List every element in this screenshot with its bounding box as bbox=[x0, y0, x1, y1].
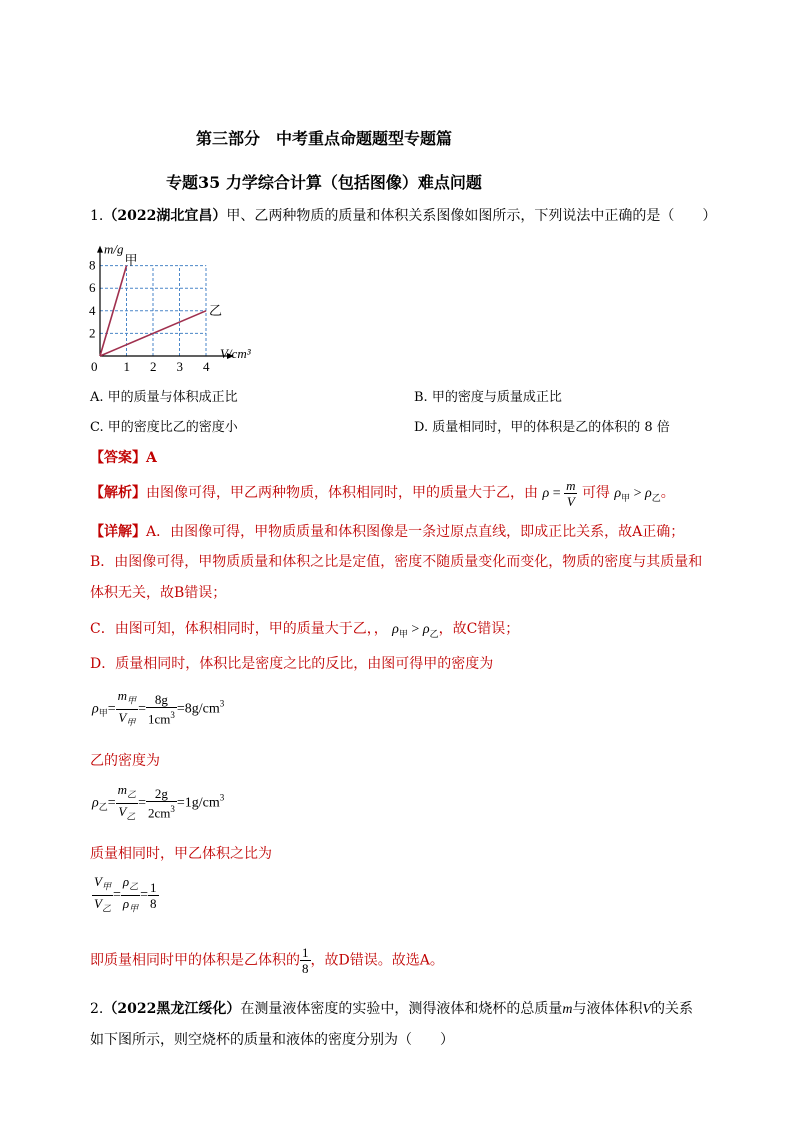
q1-detail-b2: 体积无关，故B错误； bbox=[90, 585, 227, 601]
series-label: 甲 bbox=[124, 252, 138, 268]
x-tick-label: 0 bbox=[91, 359, 98, 374]
density-formula: ρ = $\frac{m}{V}$ bbox=[542, 478, 576, 510]
q2-stem-line2: 如下图所示，则空烧杯的质量和液体的密度分别为（ ） bbox=[90, 1032, 454, 1048]
q1-detail-d: D．质量相同时，体积比是密度之比的反比，由图可得甲的密度为 bbox=[90, 656, 494, 672]
q1-detail-a: 【详解】A．由图像可得，甲物质质量和体积图像是一条过原点直线，即成正比关系，故A正确； bbox=[90, 524, 685, 540]
formula-rho-yi: $\rho_乙=$ $\frac{m_乙}{V_乙}$ = $\frac{2g}{2cm^3}$ $=1g/cm^3$ bbox=[92, 782, 225, 822]
detail-label: 【详解】 bbox=[90, 524, 146, 540]
q1-option-a: A. 甲的质量与体积成正比 bbox=[90, 390, 238, 405]
q1-option-d: D. 质量相同时，甲的体积是乙的体积的 8 倍 bbox=[414, 420, 670, 435]
q2-source: （2022黑龙江绥化） bbox=[103, 1001, 241, 1017]
part-title: 第三部分 中考重点命题题型专题篇 bbox=[196, 129, 453, 148]
q1-detail-b1: B．由图像可得，甲物质质量和体积之比是定值，密度不随质量变化而变化，物质的密度与其质量和 bbox=[90, 554, 703, 570]
y-tick-label: 8 bbox=[89, 257, 96, 273]
x-tick-label: 2 bbox=[150, 359, 157, 374]
yi-density-label: 乙的密度为 bbox=[90, 753, 160, 769]
q1-detail-c: C．由图可知，体积相同时，甲的质量大于乙，， $\rho_甲 > \rho_乙$，故C错误； bbox=[90, 621, 520, 639]
y-axis-label: m/g bbox=[104, 241, 124, 257]
x-axis-label: V/cm³ bbox=[220, 346, 251, 361]
topic-title: 专题35 力学综合计算（包括图像）难点问题 bbox=[166, 173, 482, 192]
series-label: 乙 bbox=[209, 302, 223, 318]
q2-number: 2. bbox=[90, 1001, 104, 1017]
y-tick-label: 6 bbox=[89, 280, 96, 296]
q1-source: （2022湖北宜昌） bbox=[103, 208, 227, 224]
x-tick-label: 3 bbox=[176, 359, 183, 374]
analysis-label: 【解析】 bbox=[90, 485, 146, 501]
q1-conclusion: 即质量相同时甲的体积是乙体积的 $\frac{1}{8}$ ，故D错误。故选A。 bbox=[90, 945, 444, 976]
formula-rho-jia: $\rho_甲=$ $\frac{m_甲}{V_甲}$ = $\frac{8g}{1cm^3}$ $=8g/cm^3$ bbox=[92, 688, 225, 728]
q1-analysis: 【解析】由图像可得，甲乙两种物质，体积相同时，甲的质量大于乙，由 ρ = $\frac{m}{V}$ 可得 $\rho_甲 > \rho_乙$。 bbox=[90, 478, 675, 510]
q1-option-b: B. 甲的密度与质量成正比 bbox=[414, 390, 562, 405]
x-tick-label: 4 bbox=[203, 359, 210, 374]
density-compare: $\rho_甲 > \rho_乙$ bbox=[614, 486, 661, 503]
chart-plot bbox=[89, 242, 252, 374]
formula-volume-ratio: $\frac{V_甲}{V_乙}$ = $\frac{\rho_乙}{\rho_甲}$ = $\frac{1}{8}$ bbox=[94, 874, 157, 914]
x-tick-label: 1 bbox=[123, 359, 130, 374]
q1-question: 甲、乙两种物质的质量和体积关系图像如图所示，下列说法中正确的是（ ） bbox=[226, 208, 717, 224]
y-axis-arrow bbox=[97, 246, 103, 253]
y-tick-label: 2 bbox=[89, 325, 96, 341]
ratio-label: 质量相同时，甲乙体积之比为 bbox=[90, 846, 272, 862]
q2-stem-line1: 2.（2022黑龙江绥化）在测量液体密度的实验中，测得液体和烧杯的总质量m与液体体积V的关系 bbox=[90, 1001, 694, 1017]
analysis-text-2: 可得 bbox=[581, 485, 610, 501]
q1-number: 1. bbox=[90, 208, 104, 224]
y-tick-label: 4 bbox=[89, 302, 96, 318]
q1-answer: 【答案】A bbox=[90, 450, 157, 466]
mass-volume-chart bbox=[88, 232, 268, 377]
q1-option-c: C. 甲的密度比乙的密度小 bbox=[90, 420, 238, 435]
analysis-text: 由图像可得，甲乙两种物质，体积相同时，甲的质量大于乙，由 bbox=[146, 485, 538, 501]
q1-stem bbox=[90, 205, 716, 225]
